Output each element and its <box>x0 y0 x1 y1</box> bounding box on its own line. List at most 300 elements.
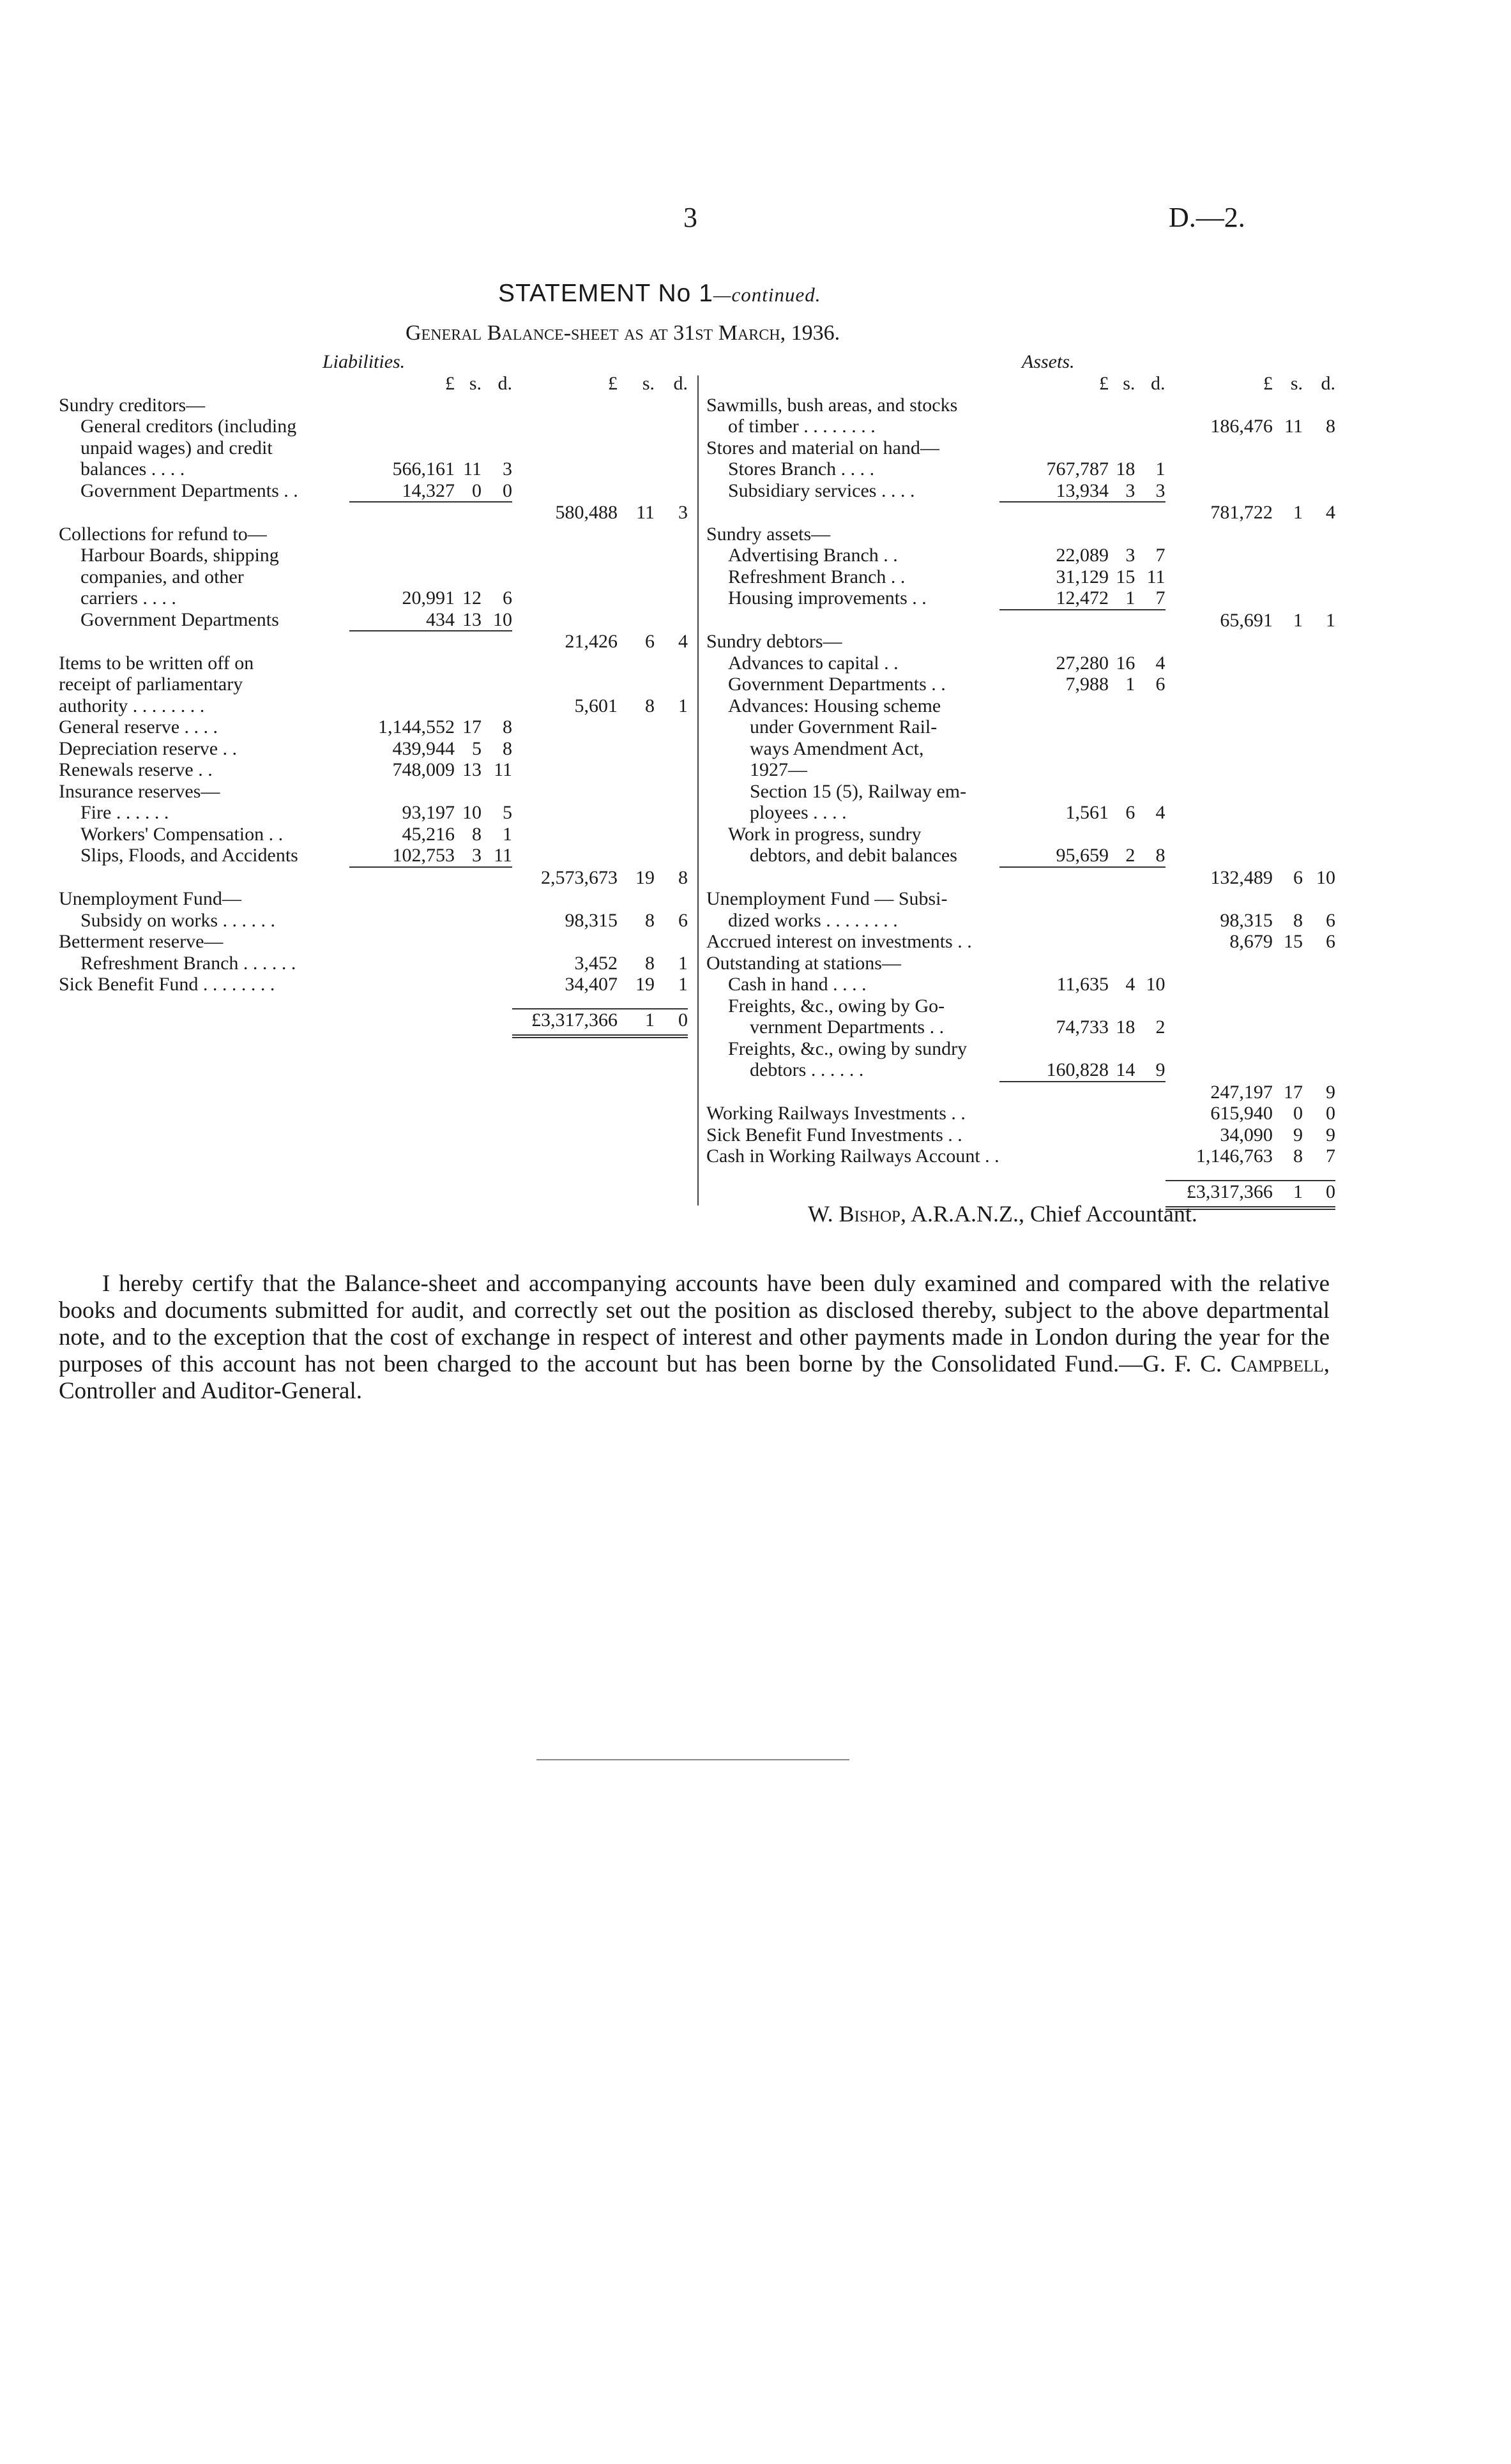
sub-pounds <box>999 824 1109 845</box>
grand-total-spacer <box>349 1009 455 1037</box>
sub-pounds: 22,089 <box>1056 545 1109 566</box>
header-shillings: s. <box>1123 373 1135 394</box>
sub-pence <box>1135 995 1165 1017</box>
row-label: receipt of parliamentary <box>59 674 243 695</box>
total-pence <box>655 759 688 781</box>
table-row <box>59 587 688 609</box>
total-shillings: 11 <box>636 502 655 523</box>
total-pence <box>655 653 688 674</box>
sub-pounds <box>999 867 1109 889</box>
total-pounds <box>1166 587 1273 610</box>
sub-shillings: 8 <box>472 823 482 845</box>
total-pounds <box>512 480 618 503</box>
header-pound: £ <box>445 373 455 394</box>
row-label: Government Departments . . <box>728 674 946 695</box>
row-label <box>706 867 999 889</box>
sub-pence: 11 <box>1146 566 1166 587</box>
table-row <box>706 716 1335 738</box>
sub-pounds <box>349 888 455 910</box>
total-pence: 6 <box>1326 909 1335 931</box>
total-pence <box>1303 458 1335 480</box>
sub-pounds <box>349 867 455 889</box>
sub-pounds <box>999 695 1109 717</box>
sub-pence <box>482 974 512 995</box>
total-pence <box>655 437 688 459</box>
sub-shillings <box>1109 695 1135 717</box>
total-pounds <box>512 524 618 545</box>
total-shillings <box>618 480 655 503</box>
table-row <box>706 931 1335 953</box>
total-shillings <box>618 674 655 695</box>
sub-shillings <box>455 416 482 437</box>
sub-shillings: 13 <box>462 759 482 780</box>
total-shillings: 19 <box>635 974 655 995</box>
sub-pence <box>1135 1082 1165 1103</box>
sub-shillings <box>1109 931 1135 953</box>
sub-pounds <box>999 1038 1109 1060</box>
sub-pounds: 45,216 <box>402 823 455 845</box>
row-label: Sundry assets— <box>706 523 831 545</box>
spacer-row <box>706 1167 1335 1181</box>
sub-shillings <box>1109 524 1135 545</box>
sub-shillings <box>455 524 482 545</box>
sub-pounds <box>349 502 455 524</box>
table-row <box>59 566 688 588</box>
total-pence <box>655 416 688 437</box>
sub-pence <box>1135 1038 1165 1060</box>
sub-pence <box>482 566 512 588</box>
total-pence <box>1303 974 1335 995</box>
assets-table <box>706 373 1335 1210</box>
sub-pence: 4 <box>1155 802 1166 823</box>
total-pence <box>1303 1017 1335 1038</box>
total-pence <box>1303 738 1335 760</box>
sub-pence: 11 <box>494 759 512 780</box>
sub-pounds <box>349 910 455 932</box>
sub-shillings <box>1109 1082 1135 1103</box>
sub-shillings: 17 <box>462 716 482 737</box>
sub-pence <box>1135 716 1165 738</box>
total-shillings <box>1273 437 1303 459</box>
sub-pounds <box>349 437 455 459</box>
row-label: Fire . . . . . . <box>80 802 169 823</box>
sub-shillings <box>455 502 482 524</box>
table-row <box>706 1145 1335 1167</box>
total-pounds: 98,315 <box>565 909 618 931</box>
table-row <box>59 845 688 867</box>
sub-pounds <box>349 974 455 995</box>
total-pence <box>655 524 688 545</box>
total-pounds <box>1166 1038 1273 1060</box>
document-code: D.—2. <box>1169 202 1245 233</box>
total-pence <box>1303 437 1335 459</box>
total-pounds <box>1166 1059 1273 1082</box>
row-label: ployees . . . . <box>750 802 847 823</box>
sub-shillings: 3 <box>1125 545 1135 566</box>
row-label: of timber . . . . . . . . <box>728 416 876 437</box>
row-label: Outstanding at stations— <box>706 952 901 974</box>
total-pence <box>1303 1038 1335 1060</box>
row-label <box>59 867 349 889</box>
row-label: 1927— <box>750 759 807 780</box>
table-row <box>59 716 688 738</box>
row-label: vernment Departments . . <box>750 1017 945 1038</box>
row-label: Working Railways Investments . . <box>706 1103 966 1124</box>
total-shillings <box>1273 974 1303 995</box>
sub-pence <box>1135 953 1165 974</box>
total-shillings <box>618 653 655 674</box>
row-label: Refreshment Branch . . <box>728 566 906 587</box>
sub-pounds: 748,009 <box>392 759 455 780</box>
total-pounds <box>512 931 618 953</box>
table-row <box>59 759 688 781</box>
row-label <box>706 610 999 631</box>
table-row <box>706 759 1335 781</box>
table-row <box>59 480 688 503</box>
row-label: Depreciation reserve . . <box>59 737 238 759</box>
sub-pounds <box>999 888 1109 910</box>
sub-shillings <box>455 910 482 932</box>
sub-shillings: 15 <box>1116 566 1135 587</box>
sub-shillings: 4 <box>1125 974 1135 995</box>
total-pounds <box>1166 545 1273 566</box>
total-pounds <box>512 609 618 631</box>
sub-pence <box>1135 416 1165 437</box>
total-pounds: 21,426 <box>565 631 618 652</box>
sub-shillings: 5 <box>472 737 482 759</box>
sub-shillings <box>1109 995 1135 1017</box>
sub-pounds <box>349 545 455 566</box>
row-label: Freights, &c., owing by sundry <box>728 1038 968 1059</box>
grand-total-pounds: £3,317,366 <box>512 1009 618 1037</box>
grand-total-spacer <box>59 1009 349 1037</box>
total-pounds <box>512 587 618 609</box>
total-pounds <box>1166 653 1273 674</box>
sub-shillings <box>1109 953 1135 974</box>
sub-pence <box>482 653 512 674</box>
total-shillings <box>1273 674 1303 695</box>
table-row <box>706 738 1335 760</box>
total-shillings <box>618 545 655 566</box>
table-row <box>706 524 1335 545</box>
row-label: Cash in Working Railways Account . . <box>706 1145 999 1167</box>
total-pence: 6 <box>1326 931 1335 952</box>
header-pence: d. <box>497 373 512 394</box>
sub-pence <box>482 953 512 974</box>
header-pence-total: d. <box>1321 373 1335 394</box>
sub-pence <box>1135 631 1165 653</box>
row-label <box>59 502 349 524</box>
row-label: debtors, and debit balances <box>750 845 957 866</box>
table-row <box>59 674 688 695</box>
total-pounds <box>1166 395 1273 416</box>
row-label: Section 15 (5), Railway em- <box>750 780 967 802</box>
total-pounds: 1,146,763 <box>1196 1145 1273 1167</box>
sub-pounds <box>999 610 1109 631</box>
sub-pence: 9 <box>1135 1059 1165 1082</box>
grand-total-spacer <box>482 1009 512 1037</box>
table-row <box>706 395 1335 416</box>
sub-pounds <box>999 1103 1109 1124</box>
sub-shillings: 1 <box>1125 674 1135 695</box>
total-pounds <box>1166 566 1273 588</box>
sub-pence <box>482 631 512 653</box>
table-row <box>59 458 688 480</box>
total-shillings <box>1273 781 1303 803</box>
sub-pence <box>482 437 512 459</box>
sub-pence <box>1135 502 1165 524</box>
grand-total-shillings: 1 <box>618 1009 655 1037</box>
sub-pounds <box>999 995 1109 1017</box>
header-shillings: s. <box>469 373 482 394</box>
sub-shillings <box>1109 716 1135 738</box>
total-shillings <box>618 437 655 459</box>
total-pounds: 781,722 <box>1210 502 1273 523</box>
total-pounds <box>1166 437 1273 459</box>
sub-shillings <box>1109 910 1135 932</box>
total-shillings: 1 <box>1293 502 1303 523</box>
sub-shillings <box>1109 416 1135 437</box>
total-shillings: 6 <box>645 631 655 652</box>
sub-pence: 7 <box>1155 545 1166 566</box>
total-pence <box>655 458 688 480</box>
assets-heading: Assets. <box>1022 351 1075 372</box>
sub-pounds: 767,787 <box>1046 458 1109 480</box>
sub-shillings <box>1109 1124 1135 1146</box>
total-pounds <box>1166 824 1273 845</box>
row-label: Work in progress, sundry <box>728 823 922 845</box>
sub-shillings: 1 <box>1109 587 1135 610</box>
table-row <box>59 653 688 674</box>
table-row <box>706 888 1335 910</box>
table-row <box>706 910 1335 932</box>
total-pence <box>1303 695 1335 717</box>
sub-shillings: 18 <box>1116 458 1135 480</box>
row-label: Government Departments . . <box>80 480 298 501</box>
grand-total-spacer <box>455 1009 482 1037</box>
sub-pounds <box>999 1145 1109 1167</box>
total-pounds <box>1166 845 1273 867</box>
sub-shillings: 18 <box>1116 1017 1135 1038</box>
sub-pence <box>1135 910 1165 932</box>
sub-pence <box>1135 1103 1165 1124</box>
total-pence <box>1303 395 1335 416</box>
total-pence <box>1303 653 1335 674</box>
sub-pounds: 160,828 <box>999 1059 1109 1082</box>
header-spacer <box>706 373 999 395</box>
sub-shillings <box>455 695 482 717</box>
row-label: Freights, &c., owing by Go- <box>728 995 945 1017</box>
sub-pence <box>482 781 512 803</box>
sub-pounds: 434 <box>349 609 455 631</box>
total-shillings <box>1273 953 1303 974</box>
total-pence <box>655 781 688 803</box>
sub-pence <box>482 867 512 889</box>
sub-shillings <box>455 437 482 459</box>
row-label: Sundry debtors— <box>706 631 842 652</box>
row-label: Accrued interest on investments . . <box>706 931 972 952</box>
total-pence <box>655 716 688 738</box>
sub-pence <box>482 545 512 566</box>
sub-shillings: 16 <box>1116 652 1135 674</box>
total-pence <box>1303 1059 1335 1082</box>
sub-shillings <box>455 395 482 416</box>
row-label: dized works . . . . . . . . <box>728 909 898 931</box>
table-row <box>706 802 1335 824</box>
total-pence <box>1303 824 1335 845</box>
sub-pounds <box>349 931 455 953</box>
total-pounds: 98,315 <box>1220 909 1273 931</box>
sub-shillings <box>455 888 482 910</box>
total-pence <box>1303 953 1335 974</box>
total-pence <box>655 566 688 588</box>
total-pence <box>1303 759 1335 781</box>
total-shillings <box>1273 995 1303 1017</box>
total-shillings <box>618 781 655 803</box>
row-label: Subsidy on works . . . . . . <box>80 909 276 931</box>
sub-pounds: 14,327 <box>349 480 455 503</box>
sub-pounds <box>999 716 1109 738</box>
sub-pounds: 20,991 <box>402 587 455 608</box>
table-row <box>59 888 688 910</box>
table-row <box>59 910 688 932</box>
sub-shillings <box>455 953 482 974</box>
table-row <box>59 867 688 889</box>
liabilities-table <box>59 373 688 1038</box>
sub-pence <box>482 502 512 524</box>
table-row <box>59 695 688 717</box>
table-row <box>706 480 1335 503</box>
sub-pence: 11 <box>482 845 512 867</box>
row-label: Advertising Branch . . <box>728 545 898 566</box>
row-label <box>59 631 349 653</box>
sub-pence: 6 <box>503 587 512 608</box>
sub-pounds <box>349 781 455 803</box>
total-pounds: 615,940 <box>1210 1103 1273 1124</box>
spacer-cell <box>59 995 688 1009</box>
sub-shillings <box>455 974 482 995</box>
total-pounds <box>512 824 618 845</box>
sub-pence: 4 <box>1155 652 1166 674</box>
row-label: Sick Benefit Fund Investments . . <box>706 1124 962 1145</box>
sub-pence: 10 <box>1146 974 1166 995</box>
table-row <box>706 437 1335 459</box>
table-row <box>706 1103 1335 1124</box>
sub-shillings: 0 <box>455 480 482 503</box>
total-pounds <box>512 674 618 695</box>
total-pence <box>1303 845 1335 867</box>
table-row <box>706 845 1335 867</box>
total-pence <box>1303 480 1335 503</box>
total-pounds <box>512 458 618 480</box>
audit-certificate <box>59 1271 1330 1405</box>
total-pence <box>655 802 688 824</box>
sub-pounds <box>349 395 455 416</box>
chief-accountant-signature <box>808 1200 1197 1227</box>
sub-pence: 8 <box>1135 845 1165 867</box>
signatory-title: , A.R.A.N.Z., Chief Accountant. <box>900 1201 1197 1227</box>
row-label: Stores and material on hand— <box>706 437 939 458</box>
total-pounds <box>1166 974 1273 995</box>
page-number: 3 <box>683 202 697 233</box>
sub-pence <box>1135 867 1165 889</box>
total-shillings <box>618 716 655 738</box>
auditor-name: Campbell <box>1230 1351 1324 1377</box>
sub-shillings <box>455 867 482 889</box>
sub-shillings: 3 <box>1109 480 1135 503</box>
total-pounds <box>1166 631 1273 653</box>
row-label: Items to be written off on <box>59 652 254 674</box>
total-shillings <box>1273 738 1303 760</box>
grand-total-row <box>59 1009 688 1037</box>
sub-pence <box>1135 610 1165 631</box>
sub-pence: 2 <box>1155 1017 1166 1038</box>
total-shillings <box>1273 566 1303 588</box>
sub-pence <box>482 931 512 953</box>
sub-pounds: 13,934 <box>999 480 1109 503</box>
row-label: Stores Branch . . . . <box>728 458 875 480</box>
row-label: Betterment reserve— <box>59 931 224 952</box>
liabilities-heading: Liabilities. <box>323 351 406 372</box>
sub-pence <box>1135 888 1165 910</box>
table-row <box>706 781 1335 803</box>
total-shillings: 8 <box>645 909 655 931</box>
sub-pence <box>482 674 512 695</box>
sub-pence: 7 <box>1135 587 1165 610</box>
row-label: Subsidiary services . . . . <box>728 480 915 501</box>
header-pound-total: £ <box>608 373 618 394</box>
sub-pence <box>482 395 512 416</box>
sub-pounds <box>349 953 455 974</box>
total-pounds: 34,407 <box>565 974 618 995</box>
sub-shillings <box>455 631 482 653</box>
row-label: General creditors (including <box>80 416 297 437</box>
sub-shillings <box>1109 502 1135 524</box>
row-label: Insurance reserves— <box>59 780 220 802</box>
table-row <box>706 458 1335 480</box>
total-pence: 6 <box>678 909 688 931</box>
total-pence <box>1303 802 1335 824</box>
sub-shillings <box>1109 1038 1135 1060</box>
table-row <box>706 610 1335 631</box>
sub-pounds <box>349 631 455 653</box>
total-shillings <box>1273 1059 1303 1082</box>
column-header-row <box>706 373 1335 395</box>
total-shillings <box>618 759 655 781</box>
sub-shillings <box>1109 631 1135 653</box>
total-pounds <box>1166 1017 1273 1038</box>
sub-pounds <box>999 910 1109 932</box>
table-row <box>706 653 1335 674</box>
total-shillings <box>1273 888 1303 910</box>
total-pence <box>1303 631 1335 653</box>
row-label: authority . . . . . . . . <box>59 695 205 716</box>
total-shillings: 6 <box>1293 866 1303 888</box>
table-row <box>59 631 688 653</box>
sub-shillings: 13 <box>455 609 482 631</box>
statement-title <box>498 280 821 308</box>
table-row <box>706 824 1335 845</box>
column-header-row <box>59 373 688 395</box>
table-row <box>59 545 688 566</box>
total-pence <box>1303 545 1335 566</box>
total-pence: 1 <box>678 974 688 995</box>
total-shillings: 0 <box>1293 1103 1303 1124</box>
total-pounds: 65,691 <box>1220 609 1273 631</box>
total-pounds: 132,489 <box>1210 866 1273 888</box>
total-pence <box>1303 781 1335 803</box>
total-shillings: 8 <box>1293 1145 1303 1167</box>
